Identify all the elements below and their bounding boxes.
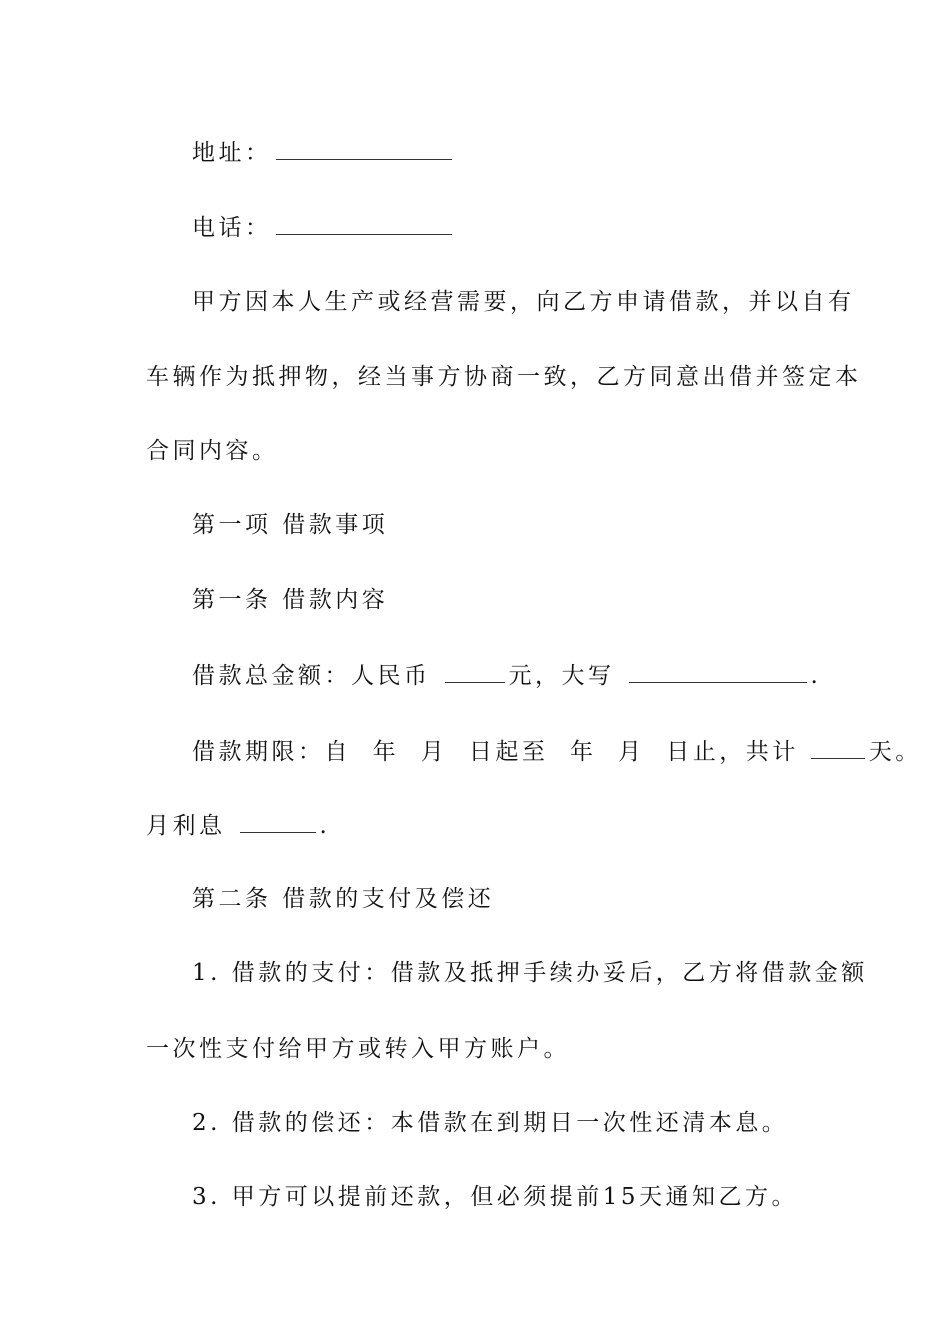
loan-amount-end: . bbox=[810, 663, 822, 689]
phone-blank bbox=[276, 212, 452, 235]
loan-term-unit: 天。 bbox=[868, 739, 922, 765]
item1-line2: 一次性支付给甲方或转入甲方账户。 bbox=[146, 1036, 570, 1062]
section1-heading: 第一项 借款事项 bbox=[192, 512, 389, 538]
phone-label: 电话： bbox=[192, 215, 272, 241]
monthly-interest-end: . bbox=[319, 813, 331, 839]
address-line bbox=[192, 137, 892, 168]
loan-amount-line bbox=[192, 660, 892, 691]
monthly-interest-prefix: 月利息 bbox=[146, 813, 226, 839]
loan-amount-words-blank bbox=[629, 660, 807, 683]
article2-heading: 第二条 借款的支付及偿还 bbox=[192, 886, 495, 912]
item3-line: 3. 甲方可以提前还款，但必须提前15天通知乙方。 bbox=[192, 1184, 799, 1210]
article1-heading: 第一条 借款内容 bbox=[192, 587, 389, 613]
address-label: 地址： bbox=[192, 140, 272, 166]
phone-line bbox=[192, 212, 892, 243]
item1-line1: 1. 借款的支付：借款及抵押手续办妥后，乙方将借款金额 bbox=[192, 960, 868, 986]
loan-term-line bbox=[192, 736, 922, 767]
loan-amount-unit: 元，大写 bbox=[508, 663, 615, 689]
monthly-interest-line bbox=[146, 810, 846, 841]
monthly-interest-blank bbox=[240, 810, 316, 833]
item2-line: 2. 借款的偿还：本借款在到期日一次性还清本息。 bbox=[192, 1110, 789, 1136]
loan-amount-prefix: 借款总金额：人民币 bbox=[192, 663, 431, 689]
paragraph1-line3: 合同内容。 bbox=[146, 438, 279, 464]
paragraph1-line2: 车辆作为抵押物，经当事方协商一致，乙方同意出借并签定本 bbox=[146, 364, 862, 390]
loan-term-blank bbox=[811, 736, 865, 759]
address-blank bbox=[276, 137, 452, 160]
loan-term-text: 借款期限：自 年 月 日起至 年 月 日止，共计 bbox=[192, 739, 799, 765]
loan-amount-blank bbox=[445, 660, 505, 683]
paragraph1-line1: 甲方因本人生产或经营需要，向乙方申请借款，并以自有 bbox=[192, 289, 855, 315]
